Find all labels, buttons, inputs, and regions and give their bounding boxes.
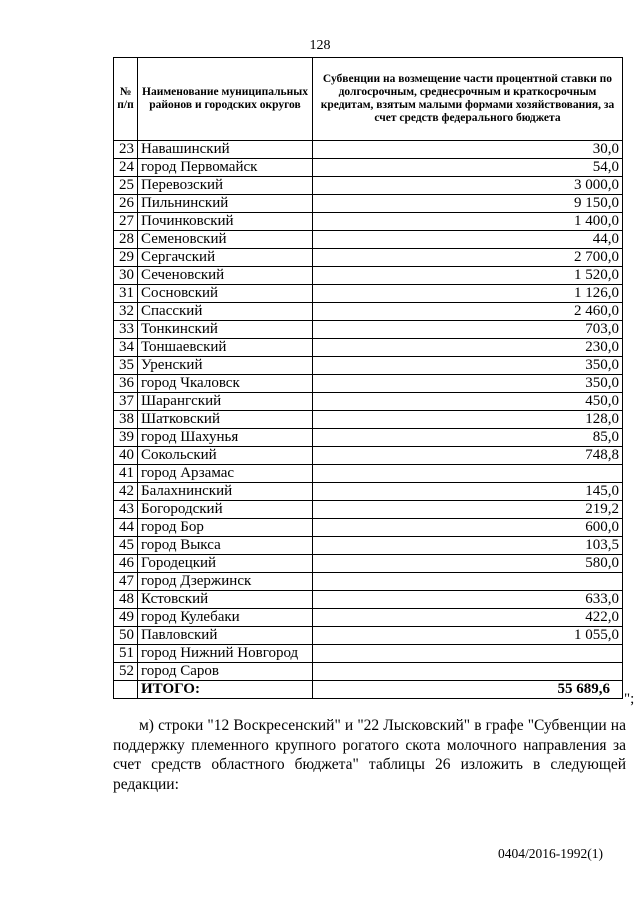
row-subsidy-value — [313, 645, 623, 663]
table-row — [114, 375, 623, 393]
row-municipality: город Кулебаки — [138, 609, 313, 627]
page-number: 128 — [309, 38, 331, 53]
row-municipality: Спасский — [138, 303, 313, 321]
row-municipality: Городецкий — [138, 555, 313, 573]
row-municipality: город Дзержинск — [138, 573, 313, 591]
row-subsidy-value: 2 700,0 — [313, 249, 623, 267]
row-municipality: Шарангский — [138, 393, 313, 411]
row-municipality: Перевозский — [138, 177, 313, 195]
row-number: 43 — [114, 501, 138, 519]
row-subsidy-value: 219,2 — [313, 501, 623, 519]
row-number: 33 — [114, 321, 138, 339]
table-row — [114, 429, 623, 447]
row-number: 49 — [114, 609, 138, 627]
table-row — [114, 519, 623, 537]
row-subsidy-value: 9 150,0 — [313, 195, 623, 213]
table-row — [114, 447, 623, 465]
table-row — [114, 573, 623, 591]
row-subsidy-value: 703,0 — [313, 321, 623, 339]
row-municipality: город Первомайск — [138, 159, 313, 177]
row-municipality: Сосновский — [138, 285, 313, 303]
row-number: 32 — [114, 303, 138, 321]
table-row — [114, 321, 623, 339]
row-subsidy-value: 633,0 — [313, 591, 623, 609]
table-row — [114, 195, 623, 213]
table-row — [114, 339, 623, 357]
row-subsidy-value: 350,0 — [313, 357, 623, 375]
row-subsidy-value: 54,0 — [313, 159, 623, 177]
row-subsidy-value: 30,0 — [313, 141, 623, 159]
table-row — [114, 285, 623, 303]
row-subsidy-value: 1 400,0 — [313, 213, 623, 231]
row-subsidy-value: 580,0 — [313, 555, 623, 573]
row-number: 46 — [114, 555, 138, 573]
amendment-paragraph: м) строки "12 Воскресенский" и "22 Лысковский" в графе "Субвенции на поддержку племенного крупного рогатого скота молочного направления за счет средств областного бюджета" таблицы 26 изложить в следующей редакции: — [113, 717, 626, 793]
row-subsidy-value: 103,5 — [313, 537, 623, 555]
table-row — [114, 231, 623, 249]
row-number: 37 — [114, 393, 138, 411]
row-municipality: Тонкинский — [138, 321, 313, 339]
header-municipality: Наименование муниципальных районов и городских округов — [138, 58, 313, 141]
total-row — [114, 681, 623, 699]
row-subsidy-value: 350,0 — [313, 375, 623, 393]
table-row — [114, 537, 623, 555]
table-row — [114, 213, 623, 231]
row-municipality: город Бор — [138, 519, 313, 537]
table-row — [114, 645, 623, 663]
table-row — [114, 267, 623, 285]
table-body — [114, 141, 623, 681]
row-municipality: Тоншаевский — [138, 339, 313, 357]
row-municipality: Кстовский — [138, 591, 313, 609]
row-subsidy-value: 145,0 — [313, 483, 623, 501]
row-subsidy-value: 1 520,0 — [313, 267, 623, 285]
row-municipality: Сеченовский — [138, 267, 313, 285]
row-municipality: Пильнинский — [138, 195, 313, 213]
row-subsidy-value: 600,0 — [313, 519, 623, 537]
row-municipality: город Выкса — [138, 537, 313, 555]
row-number: 45 — [114, 537, 138, 555]
row-number: 23 — [114, 141, 138, 159]
table-row — [114, 609, 623, 627]
total-value: 55 689,6 — [313, 681, 623, 699]
closing-quote-mark: "; — [624, 691, 635, 707]
row-subsidy-value: 128,0 — [313, 411, 623, 429]
row-subsidy-value: 230,0 — [313, 339, 623, 357]
row-number: 42 — [114, 483, 138, 501]
row-municipality: Починковский — [138, 213, 313, 231]
row-number: 30 — [114, 267, 138, 285]
row-municipality: Сокольский — [138, 447, 313, 465]
table-row — [114, 411, 623, 429]
row-number: 36 — [114, 375, 138, 393]
row-municipality: Балахнинский — [138, 483, 313, 501]
row-number: 41 — [114, 465, 138, 483]
total-number-cell — [114, 681, 138, 699]
row-number: 25 — [114, 177, 138, 195]
header-subsidy: Субвенции на возмещение части процентной ставки по долгосрочным, среднесрочным и краткосрочным кредитам, взятым малыми формами хозяйствования, за счет средств федерального бюджета — [313, 58, 623, 141]
row-municipality: Богородский — [138, 501, 313, 519]
row-number: 47 — [114, 573, 138, 591]
subsidies-table — [113, 57, 623, 699]
row-number: 39 — [114, 429, 138, 447]
row-municipality: Павловский — [138, 627, 313, 645]
table-row — [114, 555, 623, 573]
row-municipality: город Арзамас — [138, 465, 313, 483]
table-row — [114, 303, 623, 321]
row-number: 40 — [114, 447, 138, 465]
row-subsidy-value: 2 460,0 — [313, 303, 623, 321]
row-municipality: город Чкаловск — [138, 375, 313, 393]
row-subsidy-value — [313, 663, 623, 681]
row-municipality: Шатковский — [138, 411, 313, 429]
row-municipality: Уренский — [138, 357, 313, 375]
table-row — [114, 249, 623, 267]
table-row — [114, 465, 623, 483]
table-row — [114, 663, 623, 681]
row-municipality: Навашинский — [138, 141, 313, 159]
row-municipality: город Шахунья — [138, 429, 313, 447]
row-subsidy-value — [313, 465, 623, 483]
row-municipality: Семеновский — [138, 231, 313, 249]
row-subsidy-value: 450,0 — [313, 393, 623, 411]
row-number: 26 — [114, 195, 138, 213]
table-row — [114, 357, 623, 375]
table-row — [114, 159, 623, 177]
row-subsidy-value: 44,0 — [313, 231, 623, 249]
row-number: 52 — [114, 663, 138, 681]
table-row — [114, 627, 623, 645]
total-label: ИТОГО: — [138, 681, 313, 699]
row-municipality: город Саров — [138, 663, 313, 681]
row-municipality: Сергачский — [138, 249, 313, 267]
row-number: 35 — [114, 357, 138, 375]
row-number: 31 — [114, 285, 138, 303]
row-number: 50 — [114, 627, 138, 645]
row-subsidy-value: 85,0 — [313, 429, 623, 447]
row-subsidy-value: 748,8 — [313, 447, 623, 465]
row-subsidy-value: 422,0 — [313, 609, 623, 627]
table-row — [114, 177, 623, 195]
row-number: 28 — [114, 231, 138, 249]
row-number: 44 — [114, 519, 138, 537]
table-row — [114, 591, 623, 609]
row-number: 27 — [114, 213, 138, 231]
table-row — [114, 501, 623, 519]
header-number: № п/п — [114, 58, 138, 141]
table-row — [114, 141, 623, 159]
row-subsidy-value: 1 126,0 — [313, 285, 623, 303]
row-number: 34 — [114, 339, 138, 357]
row-number: 24 — [114, 159, 138, 177]
row-number: 51 — [114, 645, 138, 663]
row-number: 29 — [114, 249, 138, 267]
row-subsidy-value: 3 000,0 — [313, 177, 623, 195]
row-municipality: город Нижний Новгород — [138, 645, 313, 663]
table-row — [114, 393, 623, 411]
table-header-row — [114, 58, 623, 141]
row-subsidy-value — [313, 573, 623, 591]
row-number: 48 — [114, 591, 138, 609]
table-row — [114, 483, 623, 501]
row-subsidy-value: 1 055,0 — [313, 627, 623, 645]
row-number: 38 — [114, 411, 138, 429]
document-code: 0404/2016-1992(1) — [498, 846, 603, 861]
